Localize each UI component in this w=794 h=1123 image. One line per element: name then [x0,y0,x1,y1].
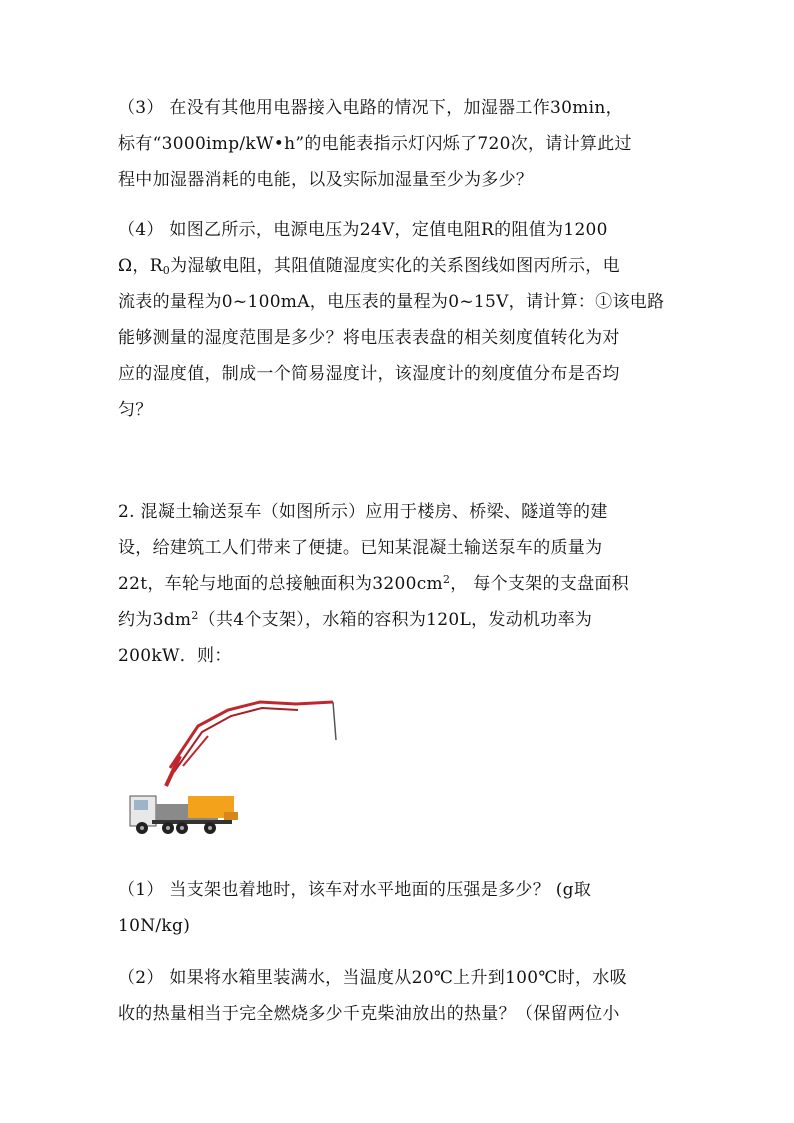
sub1-line-1: （1） 当支架也着地时，该车对水平地面的压强是多少？ (g取 [118,880,592,900]
p2-line-4 [118,602,680,638]
q4-line-1: （4） 如图乙所示，电源电压为24V，定值电阻R的阻值为1200 [118,220,608,240]
sub2-line-2: 收的热量相当于完全燃烧多少千克柴油放出的热量？（保留两位小 [118,1004,620,1024]
p2-line-3-start: 22t，车轮与地面的总接触面积为3200cm [118,574,443,594]
question-3 [118,90,680,198]
q3-line-3: 程中加湿器消耗的电能，以及实际加湿量至少为多少？ [118,170,534,190]
p2-line-3-end: ， 每个支架的支盘面积 [450,574,629,594]
p2-line-1: 2. 混凝土输送泵车（如图所示）应用于楼房、桥梁、隧道等的建 [118,502,608,522]
q4-line-2-start: Ω，R [118,256,163,276]
problem-2 [118,494,680,674]
p2-line-3 [118,566,680,602]
question-4 [118,212,680,428]
cm2-superscript: 2 [442,573,451,586]
concrete-pump-truck-icon [128,696,348,836]
p2-line-5: 200kW．则： [118,646,232,666]
q4-line-3: 流表的量程为0~100mA，电压表的量程为0~15V，请计算：①该电路 [118,292,665,312]
sub1-line-2: 10N/kg) [118,916,191,936]
q3-line-2: 标有“3000imp/kW•h”的电能表指示灯闪烁了720次，请计算此过 [118,134,632,154]
r0-subscript: 0 [162,264,171,277]
q4-line-2-end: 为湿敏电阻，其阻值随湿度实化的关系图线如图丙所示，电 [170,256,620,276]
q4-line-4: 能够测量的湿度范围是多少？将电压表表盘的相关刻度值转化为对 [118,328,620,348]
sub-question-2 [118,960,680,1032]
q4-line-2 [118,248,680,284]
sub2-line-1: （2） 如果将水箱里装满水，当温度从20℃上升到100℃时，水吸 [118,968,627,988]
q3-line-1: （3） 在没有其他用电器接入电路的情况下，加湿器工作30min， [118,98,623,118]
q4-line-6: 匀？ [118,400,153,420]
dm2-superscript: 2 [191,609,199,622]
p2-line-4-end: （共4个支架），水箱的容积为120L，发动机功率为 [198,610,593,630]
q4-line-5: 应的湿度值，制成一个简易湿度计，该湿度计的刻度值分布是否均 [118,364,620,384]
sub-question-1 [118,872,680,944]
p2-line-4-start: 约为3dm [118,610,192,630]
p2-line-2: 设，给建筑工人们带来了便捷。已知某混凝土输送泵车的质量为 [118,538,603,558]
